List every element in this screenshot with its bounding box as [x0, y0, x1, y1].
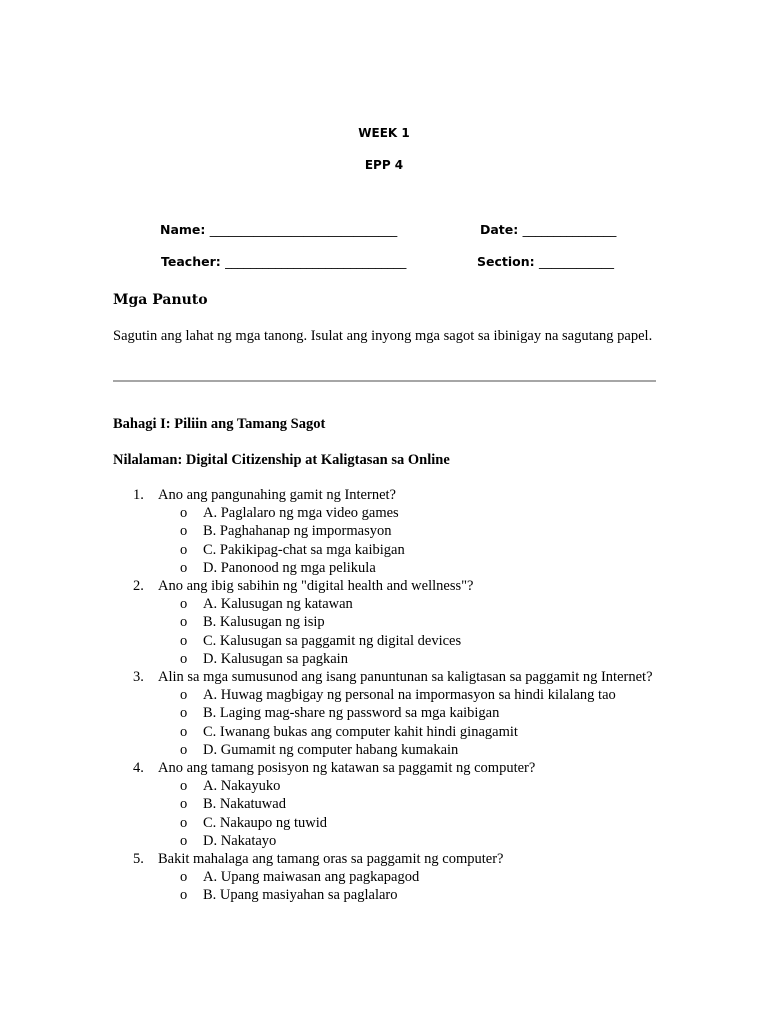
option — [113, 723, 673, 741]
date-blank: _______________ — [522, 222, 617, 237]
instructions-text: Sagutin ang lahat ng mga tanong. Isulat ang inyong mga sagot sa ibinigay na sagutang papel. — [113, 328, 653, 344]
teacher-label: Teacher: — [161, 254, 221, 269]
question-text: Ano ang tamang posisyon ng katawan sa paggamit ng computer? — [158, 760, 536, 777]
bullet-marker: o — [180, 887, 188, 904]
option-text: B. Kalusugan ng isip — [203, 614, 325, 631]
option — [113, 686, 673, 704]
option-text: A. Kalusugan ng katawan — [203, 596, 353, 613]
option — [113, 541, 673, 559]
option-text: B. Paghahanap ng impormasyon — [203, 523, 392, 540]
bullet-marker: o — [180, 741, 188, 758]
question-text: Ano ang pangunahing gamit ng Internet? — [158, 487, 396, 503]
question-list — [113, 486, 673, 905]
option-text: B. Laging mag-share ng password sa mga kaibigan — [203, 705, 500, 722]
option — [113, 650, 673, 668]
question-4 — [113, 759, 673, 777]
option — [113, 522, 673, 540]
option — [113, 504, 673, 522]
question-text: Alin sa mga sumusunod ang isang panuntunan sa kaligtasan sa paggamit ng Internet? — [158, 669, 653, 686]
question-number: 5. — [133, 851, 144, 868]
date-field — [480, 222, 616, 237]
bullet-marker: o — [180, 596, 188, 613]
section-field — [477, 254, 614, 269]
bullet-marker: o — [180, 505, 188, 522]
bullet-marker: o — [180, 687, 188, 704]
bullet-marker: o — [180, 705, 188, 722]
question-number: 3. — [133, 669, 144, 686]
bullet-marker: o — [180, 778, 188, 795]
part-title: Bahagi I: Piliin ang Tamang Sagot — [113, 416, 326, 432]
instructions-heading: Mga Panuto — [113, 292, 208, 308]
bullet-marker: o — [180, 632, 188, 649]
option — [113, 704, 673, 722]
option — [113, 832, 673, 850]
name-label: Name: — [160, 222, 206, 237]
option-text: C. Nakaupo ng tuwid — [203, 814, 328, 831]
subject-heading: EPP 4 — [364, 158, 404, 172]
option-text: C. Kalusugan sa paggamit ng digital devices — [203, 632, 462, 649]
bullet-marker: o — [180, 614, 188, 631]
date-label: Date: — [480, 222, 519, 237]
divider-line — [113, 380, 656, 382]
option-text: B. Nakatuwad — [203, 796, 286, 813]
question-text: Bakit mahalaga ang tamang oras sa paggamit ng computer? — [158, 851, 504, 868]
option — [113, 559, 673, 577]
option-text: D. Nakatayo — [203, 832, 277, 849]
option-text: A. Paglalaro ng mga video games — [203, 505, 399, 522]
bullet-marker: o — [180, 723, 188, 740]
question-1 — [113, 486, 673, 504]
content-title: Nilalaman: Digital Citizenship at Kaligtasan sa Online — [113, 452, 450, 468]
option-text: D. Kalusugan sa pagkain — [203, 650, 348, 667]
teacher-field — [161, 254, 406, 269]
name-field — [160, 222, 397, 237]
week-heading: WEEK 1 — [358, 126, 410, 140]
option — [113, 795, 673, 813]
option — [113, 613, 673, 631]
question-number: 4. — [133, 760, 144, 777]
option-text: C. Pakikipag-chat sa mga kaibigan — [203, 541, 405, 558]
option-text: A. Upang maiwasan ang pagkapagod — [203, 869, 420, 886]
bullet-marker: o — [180, 832, 188, 849]
option-text: B. Upang masiyahan sa paglalaro — [203, 887, 398, 904]
option-text: D. Gumamit ng computer habang kumakain — [203, 741, 459, 758]
option-text: A. Huwag magbigay ng personal na impormasyon sa hindi kilalang tao — [203, 687, 616, 704]
option — [113, 868, 673, 886]
question-5 — [113, 850, 673, 868]
option-text: C. Iwanang bukas ang computer kahit hindi ginagamit — [203, 723, 518, 740]
bullet-marker: o — [180, 814, 188, 831]
bullet-marker: o — [180, 650, 188, 667]
question-3 — [113, 668, 673, 686]
name-blank: ______________________________ — [209, 222, 398, 237]
question-number: 2. — [133, 578, 144, 595]
bullet-marker: o — [180, 523, 188, 540]
section-label: Section: — [477, 254, 535, 269]
option — [113, 886, 673, 904]
bullet-marker: o — [180, 869, 188, 886]
option-text: D. Panonood ng mga pelikula — [203, 559, 376, 576]
bullet-marker: o — [180, 541, 188, 558]
option-text: A. Nakayuko — [203, 778, 281, 795]
question-text: Ano ang ibig sabihin ng "digital health and wellness"? — [158, 578, 474, 595]
option — [113, 814, 673, 832]
bullet-marker: o — [180, 796, 188, 813]
question-2 — [113, 577, 673, 595]
bullet-marker: o — [180, 559, 188, 576]
option — [113, 595, 673, 613]
option — [113, 777, 673, 795]
section-blank: ____________ — [539, 254, 614, 269]
option — [113, 741, 673, 759]
option — [113, 632, 673, 650]
question-number: 1. — [133, 487, 144, 503]
teacher-blank: _____________________________ — [225, 254, 407, 269]
